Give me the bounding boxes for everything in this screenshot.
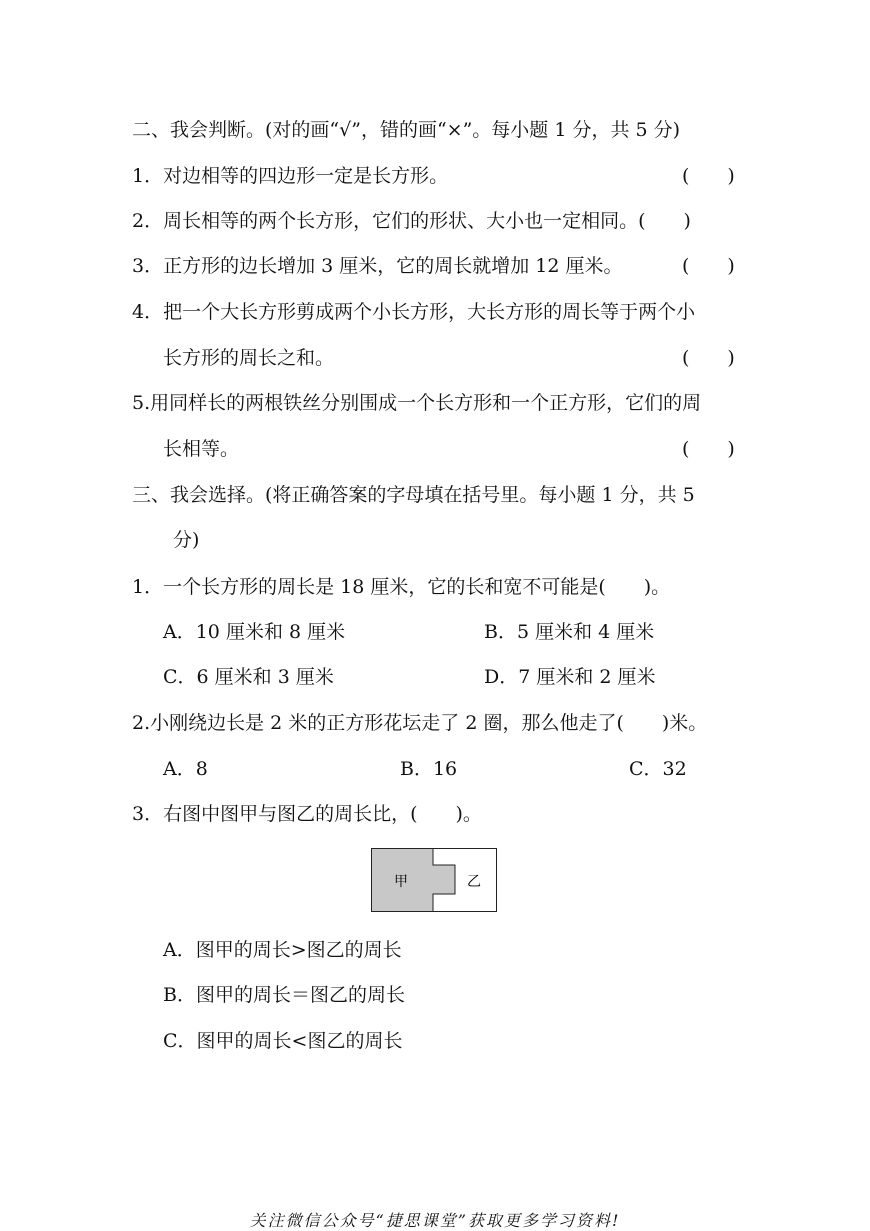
choice-q1: 1．一个长方形的周长是 18 厘米，它的长和宽不可能是( )。 [132, 576, 671, 598]
footer-note: 关注微信公众号“捷思课堂”获取更多学习资料! [249, 1211, 621, 1230]
judge-item-4: 4．把一个大长方形剪成两个小长方形，大长方形的周长等于两个小 [132, 301, 696, 323]
judge-item-4-paren: ( ) [682, 347, 735, 369]
judge-item-5-paren: ( ) [682, 438, 735, 460]
judge-item-1: 1．对边相等的四边形一定是长方形。 [132, 165, 449, 187]
choice-q2: 2.小刚绕边长是 2 米的正方形花坛走了 2 圈，那么他走了( )米。 [132, 712, 708, 734]
section2-heading: 二、我会判断。(对的画“√”，错的画“×”。每小题 1 分，共 5 分) [132, 119, 681, 141]
judge-item-4-line2: 长方形的周长之和。 [163, 347, 335, 369]
figure-label-a: 甲 [394, 874, 408, 890]
choice-q3: 3．右图中图甲与图乙的周长比，( )。 [132, 803, 482, 825]
judge-item-2: 2．周长相等的两个长方形，它们的形状、大小也一定相同。( ) [132, 210, 691, 232]
judge-item-1-paren: ( ) [682, 165, 735, 187]
judge-item-5-line2: 长相等。 [163, 438, 240, 460]
judge-item-3: 3．正方形的边长增加 3 厘米，它的周长就增加 12 厘米。 [132, 255, 623, 277]
section3-heading: 三、我会选择。(将正确答案的字母填在括号里。每小题 1 分，共 5 [132, 484, 695, 506]
q3-option-a: A．图甲的周长>图乙的周长 [163, 939, 402, 961]
judge-item-5: 5.用同样长的两根铁丝分别围成一个长方形和一个正方形，它们的周 [132, 392, 702, 414]
figure-label-b: 乙 [467, 874, 481, 890]
q2-option-c: C．32 [629, 758, 687, 780]
q3-option-b: B．图甲的周长＝图乙的周长 [163, 984, 405, 1006]
judge-item-3-paren: ( ) [682, 255, 735, 277]
q3-option-c: C．图甲的周长<图乙的周长 [163, 1030, 403, 1052]
q1-option-c: C．6 厘米和 3 厘米 [163, 666, 334, 688]
perimeter-figure [371, 848, 497, 912]
section3-heading-line2: 分) [173, 529, 200, 551]
q1-option-a: A．10 厘米和 8 厘米 [163, 621, 346, 643]
q1-option-d: D．7 厘米和 2 厘米 [484, 666, 656, 688]
q1-option-b: B．5 厘米和 4 厘米 [484, 621, 655, 643]
q2-option-b: B．16 [400, 758, 458, 780]
q2-option-a: A．8 [163, 758, 208, 780]
